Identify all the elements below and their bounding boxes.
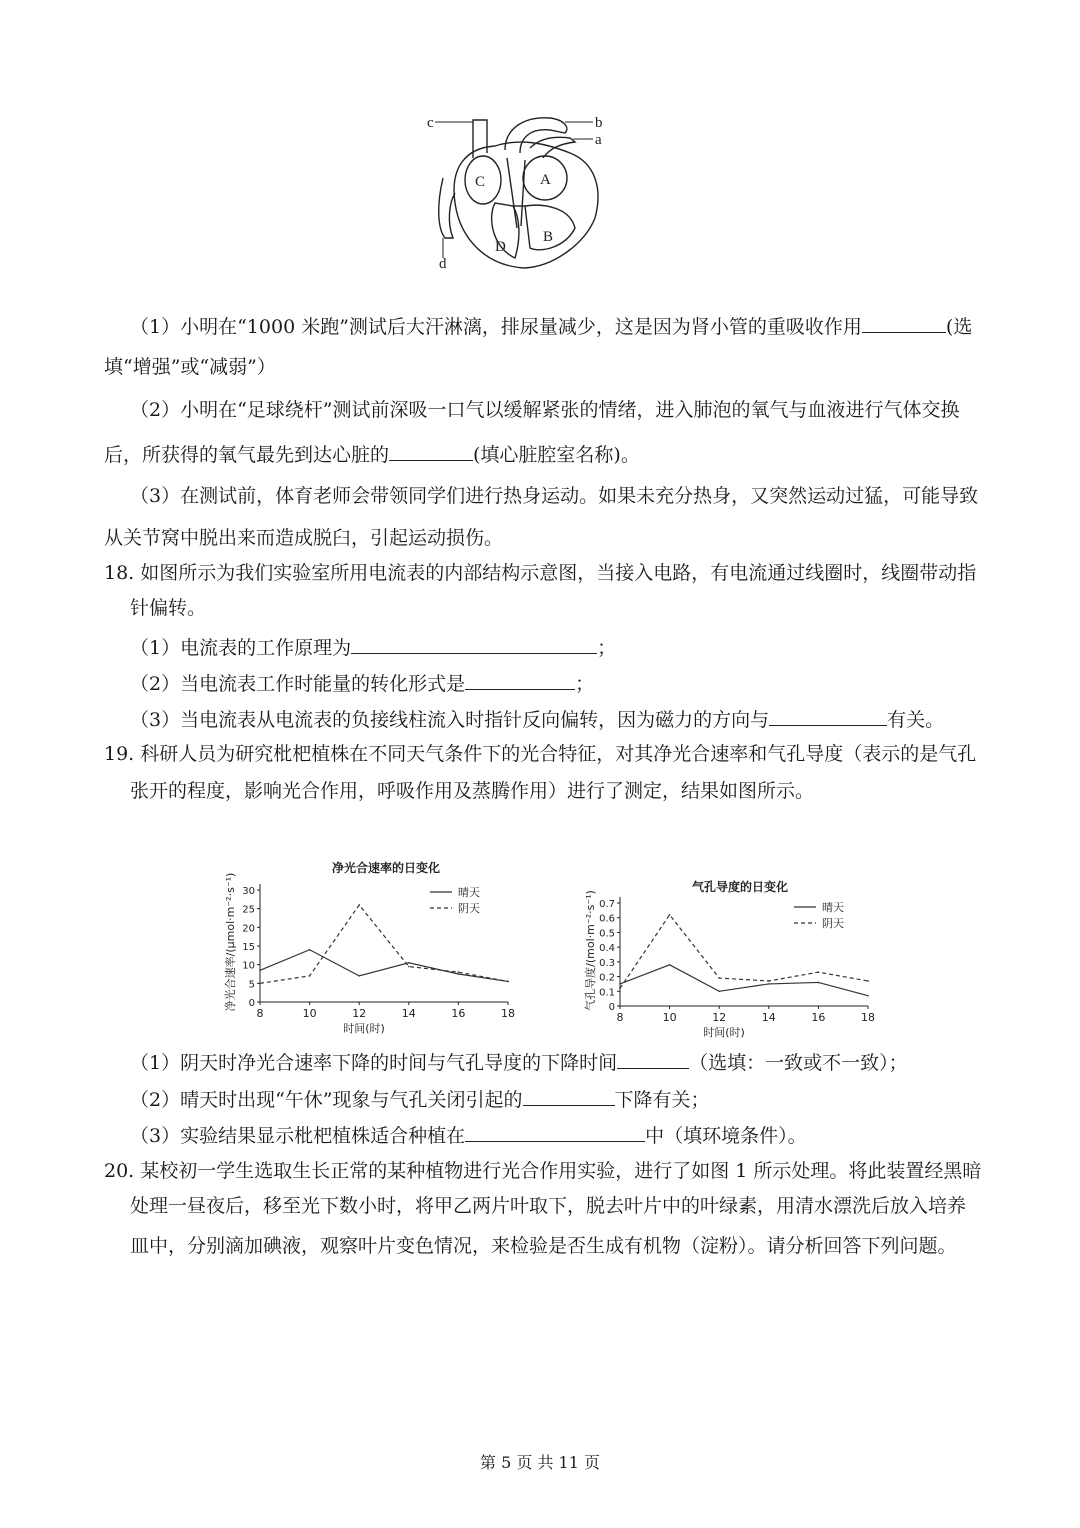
y-tick-label: 0.5 bbox=[599, 928, 615, 940]
q17-part2-text: 后，所获得的氧气最先到达心脏的 bbox=[104, 444, 390, 466]
q18-stem-line2: 针偏转。 bbox=[130, 597, 207, 619]
heart-label-B: B bbox=[543, 229, 554, 245]
q18-part1-tail: ； bbox=[597, 637, 617, 659]
y-tick-label: 10 bbox=[242, 960, 255, 972]
data-point bbox=[619, 983, 621, 985]
series-line-1 bbox=[260, 950, 508, 982]
q18-part3-blank[interactable] bbox=[769, 705, 887, 726]
legend-label-2: 阴天 bbox=[822, 917, 844, 930]
q17-part1-blank[interactable] bbox=[862, 312, 946, 333]
y-tick-label: 0.7 bbox=[599, 899, 615, 910]
stomatal-conductance-chart bbox=[582, 875, 882, 1040]
q19-stem-line2: 张开的程度，影响光合作用，呼吸作用及蒸腾作用）进行了测定，结果如图所示。 bbox=[130, 780, 815, 802]
x-tick-label: 10 bbox=[302, 1007, 317, 1020]
x-tick-label: 14 bbox=[761, 1011, 776, 1024]
q19-part2-text: （2）晴天时出现“午休”现象与气孔关闭引起的 bbox=[130, 1089, 523, 1111]
heart-diagram bbox=[425, 108, 610, 273]
q20-line3: 皿中，分别滴加碘液，观察叶片变色情况，来检验是否生成有机物（淀粉）。请分析回答下列问题。 bbox=[130, 1235, 957, 1257]
y-tick-label: 0.4 bbox=[599, 943, 615, 955]
y-tick-label: 30 bbox=[242, 886, 255, 897]
data-point bbox=[458, 973, 460, 975]
y-tick-label: 0.2 bbox=[599, 972, 615, 984]
net-photosynthesis-chart bbox=[222, 850, 522, 1040]
heart-label-A: A bbox=[540, 172, 551, 188]
data-point bbox=[259, 983, 261, 985]
data-point bbox=[768, 980, 770, 982]
q17-part2-tail: (填心脏腔室名称)。 bbox=[473, 444, 640, 466]
y-tick-label: 25 bbox=[242, 904, 255, 916]
x-tick-label: 12 bbox=[352, 1007, 367, 1020]
q17-part1-tail: (选 bbox=[945, 316, 973, 338]
q18-part3 bbox=[130, 705, 944, 733]
q19-part1-tail: （选填：一致或不一致）； bbox=[689, 1052, 908, 1074]
data-point bbox=[768, 983, 770, 985]
x-tick-label: 16 bbox=[451, 1007, 466, 1020]
q19-part1-text: （1）阴天时净光合速率下降的时间与气孔导度的下降时间 bbox=[130, 1052, 618, 1074]
x-tick-label: 18 bbox=[501, 1007, 515, 1020]
q17-part2-line2 bbox=[104, 440, 640, 468]
heart-label-c: c bbox=[427, 115, 434, 131]
x-tick-label: 10 bbox=[662, 1011, 677, 1024]
q18-part2 bbox=[130, 669, 594, 697]
series-line-2 bbox=[260, 905, 508, 983]
data-point bbox=[309, 949, 311, 951]
q18-part1-blank[interactable] bbox=[351, 633, 597, 654]
heart-label-b: b bbox=[595, 115, 603, 131]
data-point bbox=[818, 982, 820, 984]
q20-line2: 处理一昼夜后，移至光下数小时，将甲乙两片叶取下，脱去叶片中的叶绿素，用清水漂洗后放入培养 bbox=[130, 1195, 967, 1217]
q18-part1 bbox=[130, 633, 616, 661]
q17-part2-line1: （2）小明在“足球绕杆”测试前深吸一口气以缓解紧张的情绪，进入肺泡的氧气与血液进行气体交换 bbox=[130, 399, 960, 421]
y-axis-label: 气孔导度/(mol·m⁻²·s⁻¹) bbox=[584, 890, 597, 1011]
q17-part3-line2: 从关节窝中脱出来而造成脱臼，引起运动损伤。 bbox=[104, 527, 504, 549]
heart-label-C: C bbox=[475, 174, 486, 190]
data-point bbox=[669, 914, 671, 916]
q17-part1-text: （1）小明在“1000 米跑”测试后大汗淋漓，排尿量减少，这是因为肾小管的重吸收作用 bbox=[130, 316, 862, 338]
data-point bbox=[507, 981, 509, 983]
q20-line1: 20. 某校初一学生选取生长正常的某种植物进行光合作用实验，进行了如图 1 所示处理。将此装置经黑暗 bbox=[104, 1160, 982, 1182]
series-line-1 bbox=[620, 965, 868, 996]
data-point bbox=[818, 971, 820, 973]
data-point bbox=[358, 975, 360, 977]
q17-part3-line1: （3）在测试前，体育老师会带领同学们进行热身运动。如果未充分热身，又突然运动过猛，可能导致 bbox=[130, 485, 979, 507]
y-axis-label: 净光合速率/(μmol·m⁻²·s⁻¹) bbox=[224, 872, 237, 1012]
y-tick-label: 0.1 bbox=[599, 987, 615, 999]
q19-stem-line1: 19. 科研人员为研究枇杷植株在不同天气条件下的光合特征，对其净光合速率和气孔导度（表示的是气孔 bbox=[104, 743, 977, 765]
x-tick-label: 18 bbox=[861, 1011, 875, 1024]
legend-label-1: 晴天 bbox=[822, 901, 844, 914]
q19-part2 bbox=[130, 1085, 710, 1113]
heart-label-a: a bbox=[595, 132, 602, 148]
data-point bbox=[619, 988, 621, 990]
x-tick-label: 8 bbox=[616, 1011, 624, 1024]
q18-part2-tail: ； bbox=[575, 673, 595, 695]
y-tick-label: 0 bbox=[248, 998, 255, 1009]
chart-title: 净光合速率的日变化 bbox=[332, 861, 441, 875]
q18-part3-tail: 有关。 bbox=[887, 709, 945, 731]
page-footer: 第 5 页 共 11 页 bbox=[480, 1453, 600, 1472]
data-point bbox=[718, 977, 720, 979]
data-point bbox=[408, 966, 410, 968]
q19-part2-tail: 下降有关； bbox=[614, 1089, 710, 1111]
data-point bbox=[259, 969, 261, 971]
data-point bbox=[408, 962, 410, 964]
q18-part2-blank[interactable] bbox=[465, 669, 575, 690]
data-point bbox=[867, 980, 869, 982]
y-tick-label: 5 bbox=[248, 979, 255, 991]
y-tick-label: 15 bbox=[242, 942, 255, 953]
q19-part3-blank[interactable] bbox=[465, 1121, 645, 1142]
legend-label-2: 阴天 bbox=[458, 902, 480, 915]
q18-stem-line1: 18. 如图所示为我们实验室所用电流表的内部结构示意图，当接入电路，有电流通过线圈时，线圈带动指 bbox=[104, 562, 977, 584]
y-tick-label: 20 bbox=[242, 923, 255, 935]
q19-part3-text: （3）实验结果显示枇杷植株适合种植在 bbox=[130, 1125, 466, 1147]
q18-part2-text: （2）当电流表工作时能量的转化形式是 bbox=[130, 673, 466, 695]
data-point bbox=[358, 904, 360, 906]
heart-label-D: D bbox=[495, 239, 506, 255]
x-tick-label: 16 bbox=[811, 1011, 826, 1024]
x-axis-label: 时间(时) bbox=[343, 1022, 385, 1035]
q17-part1-line1 bbox=[130, 312, 972, 340]
x-axis-label: 时间(时) bbox=[703, 1026, 745, 1039]
q17-part1-line2: 填“增强”或“减弱”） bbox=[104, 356, 276, 378]
q19-part3-tail: 中（填环境条件）。 bbox=[645, 1125, 807, 1147]
chart-title: 气孔导度的日变化 bbox=[692, 880, 789, 894]
data-point bbox=[867, 995, 869, 997]
heart-label-d: d bbox=[439, 256, 447, 272]
y-tick-label: 0.3 bbox=[599, 957, 615, 969]
x-tick-label: 8 bbox=[256, 1007, 264, 1020]
data-point bbox=[669, 964, 671, 966]
q19-part1-blank[interactable] bbox=[617, 1048, 689, 1069]
q17-part2-blank[interactable] bbox=[389, 440, 473, 461]
x-tick-label: 14 bbox=[401, 1007, 416, 1020]
q18-part1-text: （1）电流表的工作原理为 bbox=[130, 637, 352, 659]
y-tick-label: 0 bbox=[608, 1002, 615, 1013]
legend-label-1: 晴天 bbox=[458, 886, 480, 899]
q18-part3-text: （3）当电流表从电流表的负接线柱流入时指针反向偏转，因为磁力的方向与 bbox=[130, 709, 770, 731]
x-tick-label: 12 bbox=[712, 1011, 727, 1024]
q19-part2-blank[interactable] bbox=[523, 1085, 615, 1106]
q19-part3 bbox=[130, 1121, 807, 1149]
data-point bbox=[458, 971, 460, 973]
q19-part1 bbox=[130, 1048, 908, 1076]
y-tick-label: 0.6 bbox=[599, 913, 615, 925]
data-point bbox=[718, 990, 720, 992]
data-point bbox=[309, 975, 311, 977]
